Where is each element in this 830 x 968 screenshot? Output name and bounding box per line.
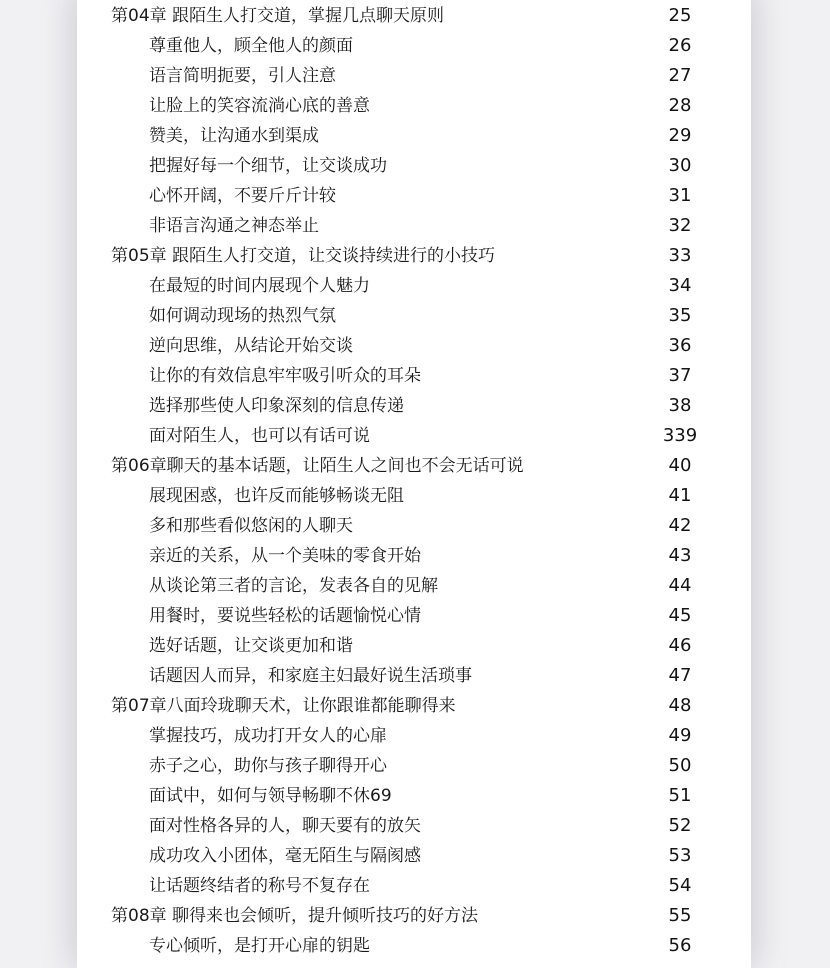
toc-row-item[interactable] — [77, 301, 751, 331]
toc-row-item[interactable] — [77, 331, 751, 361]
toc-entry-page-number: 49 — [668, 725, 692, 746]
toc-row-item[interactable] — [77, 931, 751, 961]
toc-row-item[interactable] — [77, 481, 751, 511]
toc-entry-page-number: 28 — [668, 95, 692, 116]
toc-page-card — [77, 0, 751, 968]
toc-entry-page-number: 41 — [668, 485, 692, 506]
toc-entry-title: 掌握技巧，成功打开女人的心扉 — [149, 726, 387, 746]
toc-entry-page-number: 36 — [668, 335, 692, 356]
toc-row-item[interactable] — [77, 721, 751, 751]
toc-entry-title: 面试中，如何与领导畅聊不休69 — [149, 786, 392, 806]
toc-entry-page-number: 339 — [662, 425, 698, 446]
toc-row-item[interactable] — [77, 661, 751, 691]
toc-entry-title: 第07章八面玲珑聊天术，让你跟谁都能聊得来 — [111, 696, 456, 716]
toc-row-item[interactable] — [77, 631, 751, 661]
toc-entry-title: 第08章 聊得来也会倾听，提升倾听技巧的好方法 — [111, 906, 479, 926]
toc-entry-title: 让你的有效信息牢牢吸引听众的耳朵 — [149, 366, 421, 386]
toc-entry-page-number: 43 — [668, 545, 692, 566]
toc-entry-title: 第05章 跟陌生人打交道，让交谈持续进行的小技巧 — [111, 246, 496, 266]
toc-entry-page-number: 32 — [668, 215, 692, 236]
toc-entry-title: 尊重他人，顾全他人的颜面 — [149, 36, 353, 56]
toc-row-item[interactable] — [77, 871, 751, 901]
toc-entry-title: 话题因人而异，和家庭主妇最好说生活琐事 — [149, 666, 472, 686]
toc-entry-title: 逆向思维，从结论开始交谈 — [149, 336, 353, 356]
toc-entry-page-number: 38 — [668, 395, 692, 416]
toc-row-chapter[interactable] — [77, 451, 751, 481]
toc-entry-page-number: 29 — [668, 125, 692, 146]
toc-row-chapter[interactable] — [77, 1, 751, 31]
toc-row-item[interactable] — [77, 841, 751, 871]
toc-entry-page-number: 31 — [668, 185, 692, 206]
toc-entry-page-number: 42 — [668, 515, 692, 536]
toc-row-item[interactable] — [77, 751, 751, 781]
toc-row-item[interactable] — [77, 511, 751, 541]
toc-entry-title: 让话题终结者的称号不复存在 — [149, 876, 370, 896]
toc-entry-page-number: 25 — [668, 5, 692, 26]
toc-entry-page-number: 40 — [668, 455, 692, 476]
toc-entry-page-number: 27 — [668, 65, 692, 86]
toc-row-item[interactable] — [77, 601, 751, 631]
toc-entry-page-number: 35 — [668, 305, 692, 326]
toc-entry-title: 从谈论第三者的言论，发表各自的见解 — [149, 576, 438, 596]
toc-entry-page-number: 34 — [668, 275, 692, 296]
toc-entry-title: 把握好每一个细节，让交谈成功 — [149, 156, 387, 176]
toc-entry-title: 面对性格各异的人，聊天要有的放矢 — [149, 816, 421, 836]
toc-row-item[interactable] — [77, 421, 751, 451]
table-of-contents — [77, 1, 751, 961]
toc-row-chapter[interactable] — [77, 691, 751, 721]
toc-entry-title: 让脸上的笑容流淌心底的善意 — [149, 96, 370, 116]
toc-entry-title: 成功攻入小团体，毫无陌生与隔阂感 — [149, 846, 421, 866]
toc-entry-title: 在最短的时间内展现个人魅力 — [149, 276, 370, 296]
toc-row-item[interactable] — [77, 211, 751, 241]
toc-entry-title: 面对陌生人，也可以有话可说 — [149, 426, 370, 446]
toc-row-item[interactable] — [77, 541, 751, 571]
toc-entry-title: 赞美，让沟通水到渠成 — [149, 126, 319, 146]
toc-row-item[interactable] — [77, 61, 751, 91]
toc-entry-title: 非语言沟通之神态举止 — [149, 216, 319, 236]
toc-row-item[interactable] — [77, 31, 751, 61]
toc-entry-page-number: 56 — [668, 935, 692, 956]
toc-entry-page-number: 46 — [668, 635, 692, 656]
toc-entry-title: 用餐时，要说些轻松的话题愉悦心情 — [149, 606, 421, 626]
toc-row-item[interactable] — [77, 151, 751, 181]
toc-entry-title: 语言简明扼要，引人注意 — [149, 66, 336, 86]
toc-row-chapter[interactable] — [77, 241, 751, 271]
toc-entry-title: 专心倾听，是打开心扉的钥匙 — [149, 936, 370, 956]
toc-row-item[interactable] — [77, 391, 751, 421]
toc-row-item[interactable] — [77, 181, 751, 211]
toc-entry-page-number: 30 — [668, 155, 692, 176]
toc-entry-page-number: 51 — [668, 785, 692, 806]
toc-entry-title: 第06章聊天的基本话题，让陌生人之间也不会无话可说 — [111, 456, 524, 476]
toc-row-item[interactable] — [77, 781, 751, 811]
toc-entry-page-number: 55 — [668, 905, 692, 926]
toc-entry-page-number: 54 — [668, 875, 692, 896]
toc-entry-page-number: 37 — [668, 365, 692, 386]
toc-row-chapter[interactable] — [77, 901, 751, 931]
toc-entry-page-number: 26 — [668, 35, 692, 56]
toc-entry-title: 选择那些使人印象深刻的信息传递 — [149, 396, 404, 416]
toc-row-item[interactable] — [77, 811, 751, 841]
toc-row-item[interactable] — [77, 121, 751, 151]
toc-entry-page-number: 47 — [668, 665, 692, 686]
toc-entry-title: 第04章 跟陌生人打交道，掌握几点聊天原则 — [111, 6, 445, 26]
toc-row-item[interactable] — [77, 91, 751, 121]
toc-row-item[interactable] — [77, 271, 751, 301]
toc-entry-page-number: 45 — [668, 605, 692, 626]
toc-entry-title: 展现困惑，也许反而能够畅谈无阻 — [149, 486, 404, 506]
toc-entry-title: 如何调动现场的热烈气氛 — [149, 306, 336, 326]
toc-entry-page-number: 52 — [668, 815, 692, 836]
toc-entry-page-number: 53 — [668, 845, 692, 866]
toc-row-item[interactable] — [77, 361, 751, 391]
toc-entry-title: 赤子之心，助你与孩子聊得开心 — [149, 756, 387, 776]
toc-entry-title: 亲近的关系，从一个美味的零食开始 — [149, 546, 421, 566]
toc-entry-title: 多和那些看似悠闲的人聊天 — [149, 516, 353, 536]
toc-row-item[interactable] — [77, 571, 751, 601]
toc-entry-title: 选好话题，让交谈更加和谐 — [149, 636, 353, 656]
toc-entry-page-number: 50 — [668, 755, 692, 776]
toc-entry-page-number: 48 — [668, 695, 692, 716]
toc-entry-page-number: 33 — [668, 245, 692, 266]
toc-entry-page-number: 44 — [668, 575, 692, 596]
toc-entry-title: 心怀开阔，不要斤斤计较 — [149, 186, 336, 206]
